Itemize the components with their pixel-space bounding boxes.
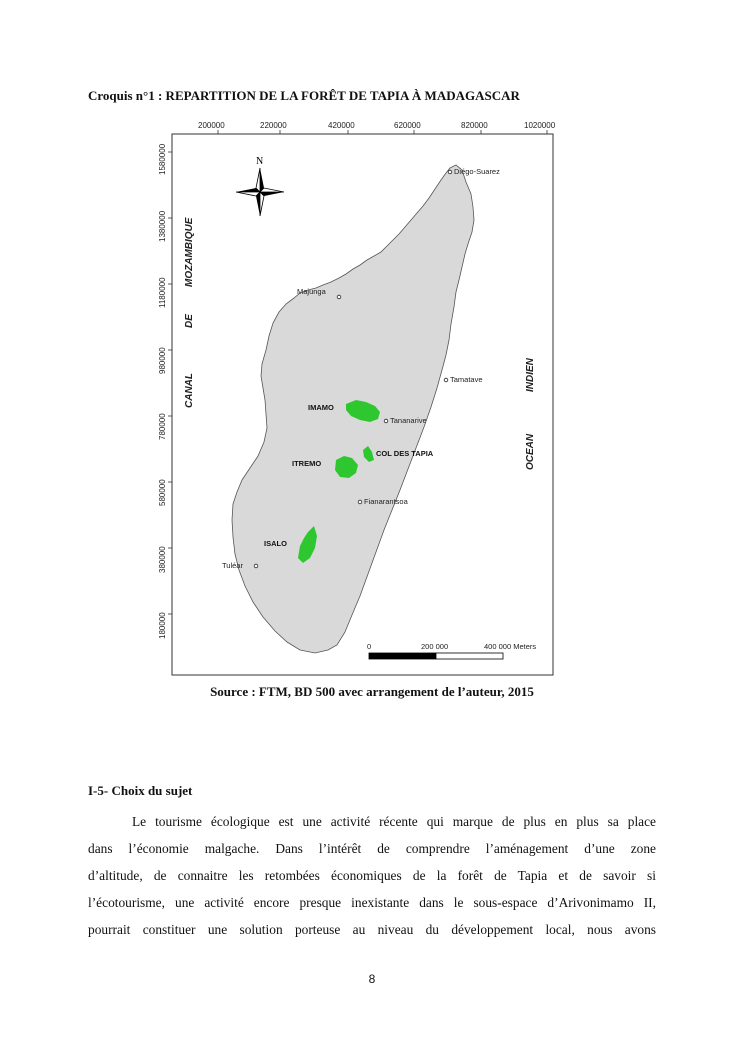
map-source: Source : FTM, BD 500 avec arrangement de l’auteur, 2015 — [210, 684, 534, 699]
paragraph-line: l’écotourisme, une activité encore presque inexistante dans le sous-espace d’Arivonimamo II, — [88, 895, 656, 910]
north-label: N — [256, 156, 264, 167]
forest-label: IMAMO — [308, 403, 334, 412]
y-tick-label: 180000 — [158, 612, 167, 639]
y-tick-label: 380000 — [158, 546, 167, 573]
city-label: Diégo-Suarez — [454, 167, 500, 176]
water-label-mozambique: MOZAMBIQUE — [184, 217, 195, 287]
city-label: Tuléar — [222, 561, 243, 570]
section-title: I-5- Choix du sujet — [88, 783, 193, 798]
water-label-indien: INDIEN — [525, 358, 536, 392]
city-dot — [337, 295, 341, 299]
scale-bar — [369, 653, 503, 659]
scale-label-0: 0 — [367, 642, 372, 651]
x-tick-labels — [198, 121, 556, 130]
city-dot — [358, 500, 362, 504]
map-caption-title: Croquis n°1 : REPARTITION DE LA FORÊT DE TAPIA À MADAGASCAR — [88, 88, 520, 103]
forest-label: ITREMO — [292, 459, 322, 468]
city-label: Tamatave — [450, 375, 483, 384]
x-tick-label: 1020000 — [524, 121, 556, 130]
map-figure — [150, 112, 565, 682]
x-ticks — [218, 130, 547, 134]
city-label: Fianarantsoa — [364, 497, 408, 506]
forest-label: COL DES TAPIA — [376, 449, 434, 458]
x-tick-label: 820000 — [461, 121, 488, 130]
city-dot — [384, 419, 388, 423]
water-label-ocean: OCEAN — [525, 433, 536, 470]
water-label-de: DE — [184, 314, 195, 328]
y-tick-label: 1380000 — [158, 210, 167, 242]
y-tick-label: 1580000 — [158, 143, 167, 175]
scale-label-400000: 400 000 Meters — [484, 642, 537, 651]
y-tick-label: 780000 — [158, 413, 167, 440]
map-svg — [150, 112, 565, 682]
x-tick-label: 620000 — [394, 121, 421, 130]
city-label: Tananarive — [390, 416, 427, 425]
water-label-canal: CANAL — [184, 373, 195, 408]
forest-label: ISALO — [264, 539, 287, 548]
city-dot — [444, 378, 448, 382]
page-number: 8 — [368, 972, 376, 986]
paragraph-line: d’altitude, de connaitre les retombées économiques de la forêt de Tapia et de savoir si — [88, 868, 656, 883]
paragraph-line: dans l’économie malgache. Dans l’intérêt de comprendre l’aménagement d’une zone — [88, 841, 656, 856]
x-tick-label: 220000 — [260, 121, 287, 130]
y-tick-label: 1180000 — [158, 277, 167, 308]
x-tick-label: 200000 — [198, 121, 225, 130]
x-tick-label: 420000 — [328, 121, 355, 130]
y-ticks — [168, 152, 172, 614]
city-dot — [254, 564, 258, 568]
city-dot — [448, 170, 452, 174]
y-tick-label: 580000 — [158, 479, 167, 506]
section-paragraph — [88, 808, 656, 943]
paragraph-line: pourrait constituer une solution porteuse au niveau du développement local, nous avons — [88, 922, 656, 937]
paragraph-line: Le tourisme écologique est une activité récente qui marque de plus en plus sa place — [132, 814, 656, 829]
city-label: Majunga — [297, 287, 326, 296]
y-tick-label: 980000 — [158, 347, 167, 374]
scale-label-200000: 200 000 — [421, 642, 449, 651]
y-tick-labels — [158, 143, 167, 639]
